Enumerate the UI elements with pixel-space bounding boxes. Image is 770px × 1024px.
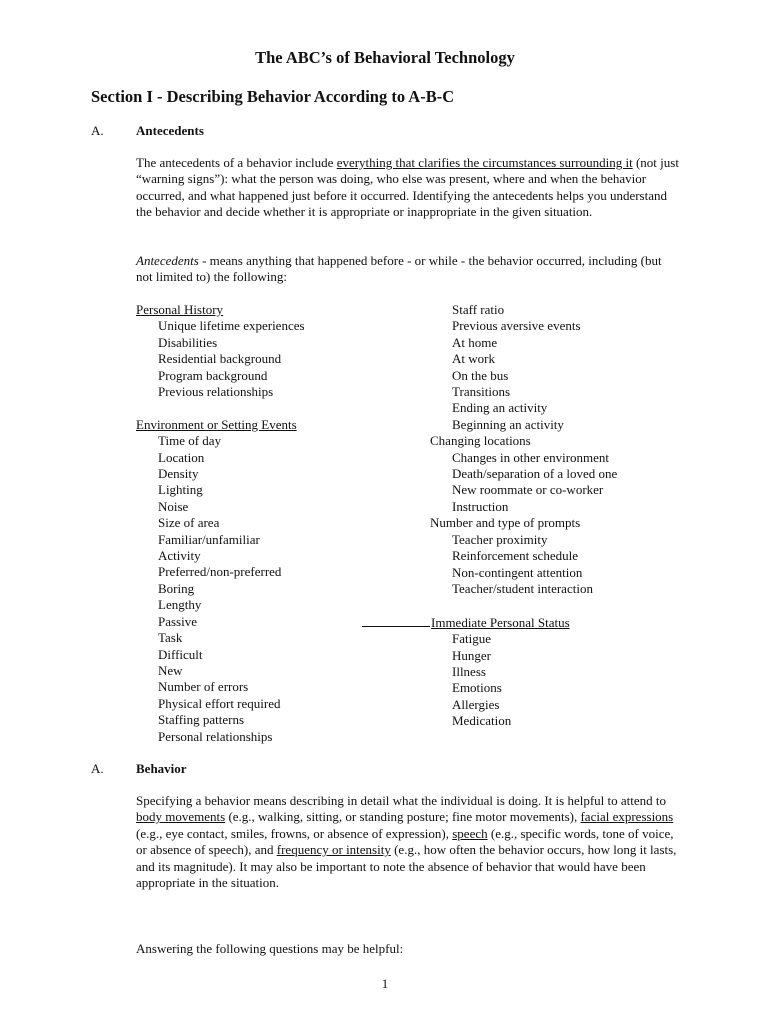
list-item: Staffing patterns: [158, 712, 245, 728]
questions-intro: Answering the following questions may be helpful:: [136, 941, 404, 956]
list-item: Residential background: [158, 351, 282, 367]
antecedents-p1-text: The antecedents of a behavior include: [136, 155, 337, 170]
behavior-label: A.: [91, 761, 104, 776]
list-item: Boring: [158, 580, 195, 596]
behavior-heading: Behavior: [136, 761, 187, 776]
behavior-underlined-2: facial expressions: [580, 809, 674, 825]
list-item: Changes in other environment: [452, 449, 610, 465]
list-item: Transitions: [452, 384, 511, 400]
personal-status-heading-row: [362, 614, 617, 631]
list-item: Number of errors: [158, 679, 249, 695]
list-item: Death/separation of a loved one: [452, 466, 618, 482]
antecedents-p2-text: - means anything that happened before - or while - the behavior occurred, including (but not limited to) the following:: [136, 253, 662, 285]
list-item: Previous relationships: [158, 384, 274, 400]
antecedents-paragraph-1: [136, 155, 681, 221]
list-item: Density: [158, 466, 199, 482]
environment-heading: Environment or Setting Events: [136, 416, 297, 432]
list-item: Location: [158, 449, 205, 465]
changing-locations-heading: Changing locations: [430, 433, 531, 449]
list-item: Activity: [158, 548, 201, 564]
document-title: The ABC’s of Behavioral Technology: [255, 48, 515, 67]
list-item: Fatigue: [452, 631, 491, 647]
list-item: Allergies: [452, 696, 500, 712]
antecedents-heading: Antecedents: [136, 123, 204, 138]
antecedents-italic-term: Antecedents: [136, 253, 199, 268]
list-item: Staff ratio: [452, 302, 505, 317]
underline-rule: [362, 614, 430, 627]
list-item: Personal relationships: [158, 728, 273, 744]
list-item: Hunger: [452, 647, 491, 663]
antecedents-paragraph-2: [136, 253, 681, 286]
left-column: [136, 302, 305, 745]
list-item: On the bus: [452, 367, 509, 383]
list-item: New roommate or co-worker: [452, 482, 604, 498]
behavior-text-1: Specifying a behavior means describing in detail what the individual is doing. It is helpful to attend to: [136, 793, 666, 808]
list-item: Non-contingent attention: [452, 564, 583, 580]
antecedents-p1-underlined: everything that clarifies the circumstances surrounding it: [336, 155, 633, 170]
antecedents-label: A.: [91, 123, 104, 138]
list-item: Lengthy: [158, 597, 202, 613]
behavior-text-4: (e.g., specific words, tone of voice, or absence of speech), and: [136, 825, 674, 858]
list-item: Previous aversive events: [452, 318, 581, 334]
list-item: Teacher proximity: [452, 531, 548, 547]
behavior-underlined-3: speech: [452, 825, 488, 841]
behavior-text-2: (e.g., walking, sitting, or standing posture; fine motor movements),: [225, 809, 581, 825]
list-item: Task: [158, 630, 183, 646]
list-item: Emotions: [452, 680, 502, 696]
behavior-text-5: (e.g., how often the behavior occurs, how long it lasts, and its magnitude). It may also be important to note the absence of behavior that would have been appropriate in the situation.: [136, 842, 677, 891]
behavior-underlined-1: body movements: [136, 809, 226, 825]
list-item: Lighting: [158, 482, 203, 498]
list-item: Medication: [452, 713, 512, 729]
personal-status-heading: Immediate Personal Status: [431, 614, 570, 630]
list-item: Teacher/student interaction: [452, 580, 593, 596]
list-item: Difficult: [158, 646, 203, 662]
behavior-text-3: (e.g., eye contact, smiles, frowns, or absence of expression),: [136, 825, 453, 841]
list-item: Disabilities: [158, 334, 218, 350]
section-title: Section I - Describing Behavior According to A-B-C: [91, 87, 455, 106]
list-item: Time of day: [158, 433, 222, 449]
list-item: Beginning an activity: [452, 416, 564, 432]
list-item: Size of area: [158, 515, 220, 531]
list-item: At work: [452, 351, 495, 367]
list-item: Passive: [158, 613, 197, 629]
behavior-underlined-4: frequency or intensity: [276, 842, 391, 858]
right-column: [430, 302, 617, 730]
page-number: 1: [381, 976, 389, 991]
list-item: Noise: [158, 498, 189, 514]
list-item: Unique lifetime experiences: [158, 318, 305, 334]
list-item: Familiar/unfamiliar: [158, 531, 260, 547]
behavior-paragraph: [136, 793, 681, 891]
list-item: Physical effort required: [158, 695, 281, 711]
list-item: Ending an activity: [452, 400, 548, 416]
antecedents-p1-text-2: (not just “warning signs”): what the person was doing, who else was present, where and when the behavior occurred, and what happened just before it occurred. Identifying the antecedents helps you understand the behavior and decide whether it is appropriate or inappropriate in the given situation.: [136, 155, 679, 220]
prompts-heading: Number and type of prompts: [430, 515, 581, 531]
list-item: Reinforcement schedule: [452, 548, 578, 564]
list-item: Program background: [158, 367, 268, 383]
list-item: New: [158, 662, 183, 678]
list-item: Preferred/non-preferred: [158, 564, 282, 580]
list-item: At home: [452, 334, 498, 350]
list-item: Instruction: [452, 498, 509, 514]
personal-history-heading: Personal History: [136, 302, 224, 317]
list-item: Illness: [452, 663, 486, 679]
